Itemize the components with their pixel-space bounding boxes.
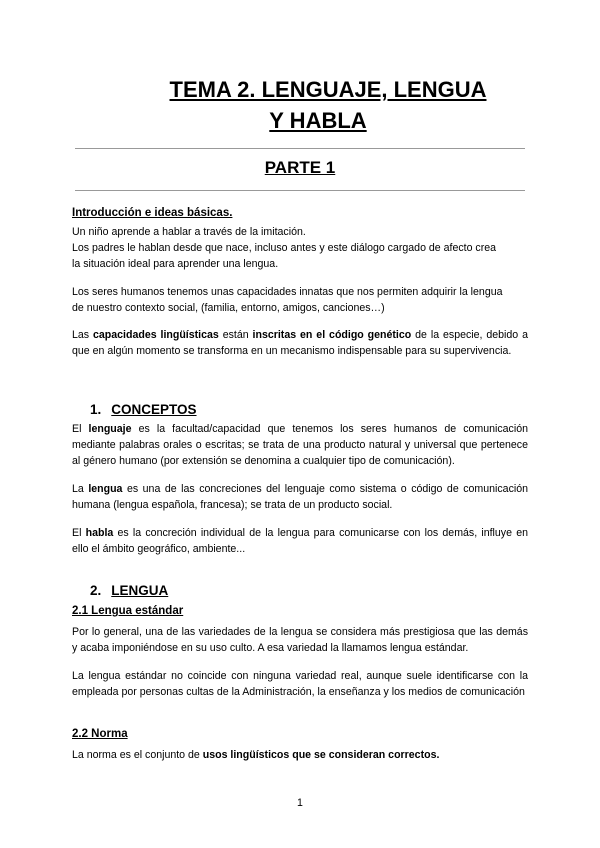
intro-line: Los seres humanos tenemos unas capacidades innatas que nos permiten adquirir la lengua bbox=[72, 286, 503, 298]
intro-line: Los padres le hablan desde que nace, incluso antes y este diálogo cargado de afecto crea bbox=[72, 242, 497, 255]
text-run: de la especie, debido a que en algún momento se transforma en un mecanismo indispensable para su supervivencia. bbox=[72, 329, 528, 358]
intro-paragraph-1 bbox=[72, 224, 528, 273]
intro-line: de nuestro contexto social, (familia, entorno, amigos, canciones…) bbox=[72, 302, 385, 315]
lengua-paragraph bbox=[72, 481, 528, 513]
bold-term: usos lingüísticos que se consideran correctos. bbox=[202, 749, 440, 761]
text-run: El bbox=[72, 527, 86, 539]
text-run: están bbox=[218, 329, 253, 341]
bold-term: lengua bbox=[88, 483, 123, 495]
page-number: 1 bbox=[297, 797, 303, 809]
bold-term: lenguaje bbox=[88, 423, 132, 435]
bold-term: capacidades lingüísticas bbox=[93, 329, 219, 341]
estandar-paragraph-2: La lengua estándar no coincide con ninguna variedad real, aunque suele identificarse con la empleada por personas cultas de la Administración, la enseñanza y los medios de comunicación bbox=[72, 670, 528, 699]
lenguaje-paragraph bbox=[72, 421, 528, 470]
section-title: CONCEPTOS bbox=[111, 402, 197, 417]
doc-title-line1: TEMA 2. LENGUAJE, LENGUA bbox=[169, 77, 487, 102]
text-run: La bbox=[72, 483, 89, 495]
intro-line: la situación ideal para aprender una lengua. bbox=[72, 258, 279, 271]
section-title: LENGUA bbox=[111, 583, 169, 598]
text-run: La norma es el conjunto de bbox=[72, 749, 203, 761]
section-1-heading bbox=[90, 402, 197, 417]
subsection-2-1-heading: 2.1 Lengua estándar bbox=[72, 605, 184, 617]
section-number: 1. bbox=[90, 402, 102, 417]
bold-term: habla bbox=[85, 527, 114, 539]
habla-paragraph bbox=[72, 525, 528, 557]
text-run: es una de las concreciones del lenguaje como sistema o código de comunicación humana (lengua española, francesa); se trata de un producto social. bbox=[72, 483, 529, 512]
text-run: es la concreción individual de la lengua para comunicarse con los demás, influye en ello el ámbito geográfico, ambiente... bbox=[72, 527, 528, 556]
part-heading: PARTE 1 bbox=[264, 158, 336, 177]
doc-title-line2: Y HABLA bbox=[269, 108, 367, 133]
section-number: 2. bbox=[90, 583, 102, 598]
intro-heading: Introducción e ideas básicas. bbox=[72, 207, 233, 219]
norma-paragraph bbox=[72, 747, 528, 763]
text-run: es la facultad/capacidad que tenemos los seres humanos de comunicación mediante palabras orales o escritas; se trata de una producto natural y universal que pertenece al género humano (por extensión se denomina a cualquier tipo de comunicación). bbox=[72, 423, 528, 468]
intro-paragraph-2 bbox=[72, 284, 528, 316]
intro-paragraph-3 bbox=[72, 327, 528, 359]
text-run: El bbox=[72, 423, 89, 435]
bold-term: inscritas en el código genético bbox=[252, 329, 412, 341]
subsection-2-2-heading: 2.2 Norma bbox=[72, 728, 128, 740]
text-run: Las bbox=[72, 329, 93, 341]
intro-line: Un niño aprende a hablar a través de la imitación. bbox=[72, 226, 306, 238]
divider-top bbox=[75, 148, 525, 149]
estandar-paragraph-1: Por lo general, una de las variedades de la lengua se considera más prestigiosa que las demás y acaba imponiéndose en su uso culto. A esa variedad la llamamos lengua estándar. bbox=[72, 626, 528, 655]
divider-bottom bbox=[75, 190, 525, 191]
section-2-heading bbox=[90, 583, 168, 598]
